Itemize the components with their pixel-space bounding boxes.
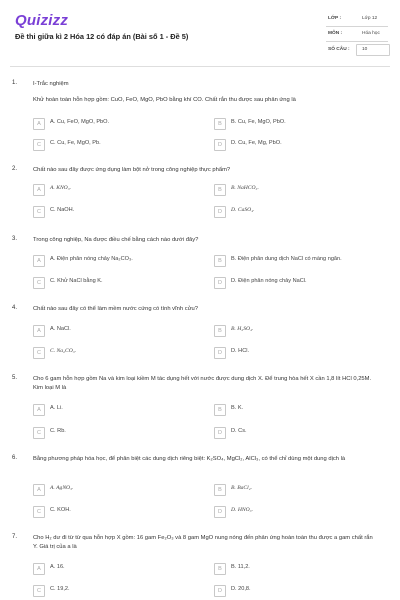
option-a[interactable]: [33, 325, 183, 336]
subject-value: Hóa học: [362, 31, 380, 36]
option-d[interactable]: [214, 347, 364, 358]
option-a[interactable]: [33, 118, 183, 129]
option-text: A. AgNO₃.: [50, 485, 74, 491]
option-b[interactable]: [214, 484, 364, 495]
question-count-value: 10: [362, 47, 368, 52]
option-letter-box: A: [33, 118, 45, 130]
option-letter-box: D: [214, 277, 226, 289]
option-text: A. Li.: [50, 405, 63, 411]
option-text: D. Cu, Fe, Mg, PbO.: [231, 140, 282, 146]
option-c[interactable]: [33, 206, 183, 217]
question-number: 4.: [12, 305, 18, 311]
option-c[interactable]: [33, 347, 183, 358]
option-text: A. NaCl.: [50, 326, 71, 332]
question-number: 1.: [12, 80, 18, 86]
option-d[interactable]: [214, 206, 364, 217]
option-b[interactable]: [214, 563, 364, 574]
question-number: 2.: [12, 166, 18, 172]
option-a[interactable]: [33, 484, 183, 495]
option-text: D. 20,8.: [231, 586, 251, 592]
question-count-label: SỐ CÂU :: [328, 47, 350, 52]
option-letter-box: B: [214, 563, 226, 575]
question-number: 6.: [12, 455, 18, 461]
option-letter-box: D: [214, 347, 226, 359]
option-text: A. KNO₃.: [50, 185, 72, 191]
question-number: 5.: [12, 375, 18, 381]
option-text: D. HCl.: [231, 348, 250, 354]
question-text: Cho H₂ dư đi từ từ qua hỗn hợp X gồm: 16 gam Fe₂O₃ và 8 gam MgO nung nóng đến phản ứng hoàn toàn thu được a gam chất rắn Y. Giá trị của a là: [33, 535, 373, 550]
option-d[interactable]: [214, 506, 364, 517]
option-text: B. K.: [231, 405, 244, 411]
option-c[interactable]: [33, 427, 183, 438]
question-text: Trong công nghiệp, Na được điều chế bằng cách nào dưới đây?: [33, 237, 199, 243]
option-text: B. Điện phân dung dịch NaCl có màng ngăn.: [231, 256, 342, 262]
option-text: C. Khử NaCl bằng K.: [50, 278, 103, 284]
page-title: Đề thi giữa kì 2 Hóa 12 có đáp án (Bài số 1 - Đề 5): [15, 32, 189, 41]
option-letter-box: C: [33, 139, 45, 151]
option-text: A. Điện phân nóng chảy Na₂CO₃.: [50, 256, 133, 262]
option-text: B. BaCl₂.: [231, 485, 253, 491]
option-text: A. 16.: [50, 564, 65, 570]
option-text: B. NaHCO₃.: [231, 185, 259, 191]
option-letter-box: C: [33, 585, 45, 597]
header-divider: [10, 66, 390, 67]
option-letter-box: A: [33, 184, 45, 196]
option-c[interactable]: [33, 585, 183, 596]
subject-label: MÔN :: [328, 31, 343, 36]
question-text: Bằng phương pháp hóa học, để phân biệt các dung dịch riêng biệt: K₂SO₄, MgCl₂, AlCl₃, có thể chỉ dùng một dung dịch là: [33, 456, 346, 462]
option-a[interactable]: [33, 184, 183, 195]
option-letter-box: A: [33, 255, 45, 267]
option-a[interactable]: [33, 563, 183, 574]
option-text: C. Rb.: [50, 428, 66, 434]
option-text: B. H₂SO₄.: [231, 326, 254, 332]
question-text: Chất nào sau đây được ứng dụng làm bột nở trong công nghiệp thực phẩm?: [33, 167, 231, 173]
divider: [326, 26, 388, 27]
quizizz-logo: Quizizz: [15, 12, 69, 29]
option-letter-box: A: [33, 484, 45, 496]
option-letter-box: B: [214, 484, 226, 496]
option-d[interactable]: [214, 585, 364, 596]
option-text: C. Cu, Fe, MgO, Pb.: [50, 140, 101, 146]
question-text: I-Trắc nghiệm: [33, 81, 69, 87]
worksheet-header: [0, 0, 400, 66]
option-text: D. CaSO₄.: [231, 207, 255, 213]
option-text: C. KOH.: [50, 507, 71, 513]
question-number: 3.: [12, 236, 18, 242]
option-letter-box: A: [33, 404, 45, 416]
question-subtext: Khử hoàn toàn hỗn hợp gồm: CuO, FeO, MgO, PbO bằng khí CO. Chất rắn thu được sau phản ứng là: [33, 97, 296, 103]
option-b[interactable]: [214, 184, 364, 195]
option-letter-box: B: [214, 325, 226, 337]
option-letter-box: D: [214, 139, 226, 151]
option-letter-box: C: [33, 506, 45, 518]
option-d[interactable]: [214, 427, 364, 438]
option-letter-box: D: [214, 427, 226, 439]
option-text: B. 11,2.: [231, 564, 250, 570]
divider: [326, 41, 388, 42]
option-letter-box: D: [214, 506, 226, 518]
option-c[interactable]: [33, 277, 183, 288]
option-text: D. Cs.: [231, 428, 247, 434]
option-letter-box: D: [214, 585, 226, 597]
option-letter-box: C: [33, 347, 45, 359]
option-text: C. 19,2.: [50, 586, 70, 592]
option-letter-box: D: [214, 206, 226, 218]
option-letter-box: B: [214, 404, 226, 416]
class-label: LỚP :: [328, 16, 342, 21]
option-text: B. Cu, Fe, MgO, PbO.: [231, 119, 286, 125]
option-b[interactable]: [214, 118, 364, 129]
option-letter-box: B: [214, 118, 226, 130]
option-c[interactable]: [33, 506, 183, 517]
option-text: D. HNO₃.: [231, 507, 253, 513]
option-letter-box: B: [214, 255, 226, 267]
option-d[interactable]: [214, 277, 364, 288]
class-value: Lớp 12: [362, 16, 378, 21]
option-c[interactable]: [33, 139, 183, 150]
option-a[interactable]: [33, 404, 183, 415]
option-letter-box: C: [33, 427, 45, 439]
option-a[interactable]: [33, 255, 183, 266]
question-text: Cho 6 gam hỗn hợp gồm Na và kim loại kiềm M tác dụng hết với nước được dung dịch X. Để trung hòa hết X cần 1,8 lít HCl 0,25M. Kim loại M là: [33, 376, 372, 391]
option-letter-box: B: [214, 184, 226, 196]
option-text: C. Na₂CO₃.: [50, 348, 77, 354]
option-text: A. Cu, FeO, MgO, PbO.: [50, 119, 110, 125]
option-letter-box: C: [33, 206, 45, 218]
option-text: C. NaOH.: [50, 207, 75, 213]
option-b[interactable]: [214, 255, 364, 266]
option-letter-box: A: [33, 563, 45, 575]
option-b[interactable]: [214, 325, 364, 336]
option-text: D. Điện phân nóng chảy NaCl.: [231, 278, 307, 284]
question-number: 7.: [12, 534, 18, 540]
option-d[interactable]: [214, 139, 364, 150]
option-b[interactable]: [214, 404, 364, 415]
option-letter-box: C: [33, 277, 45, 289]
option-letter-box: A: [33, 325, 45, 337]
question-text: Chất nào sau đây có thể làm mềm nước cứng có tính vĩnh cửu?: [33, 306, 198, 312]
